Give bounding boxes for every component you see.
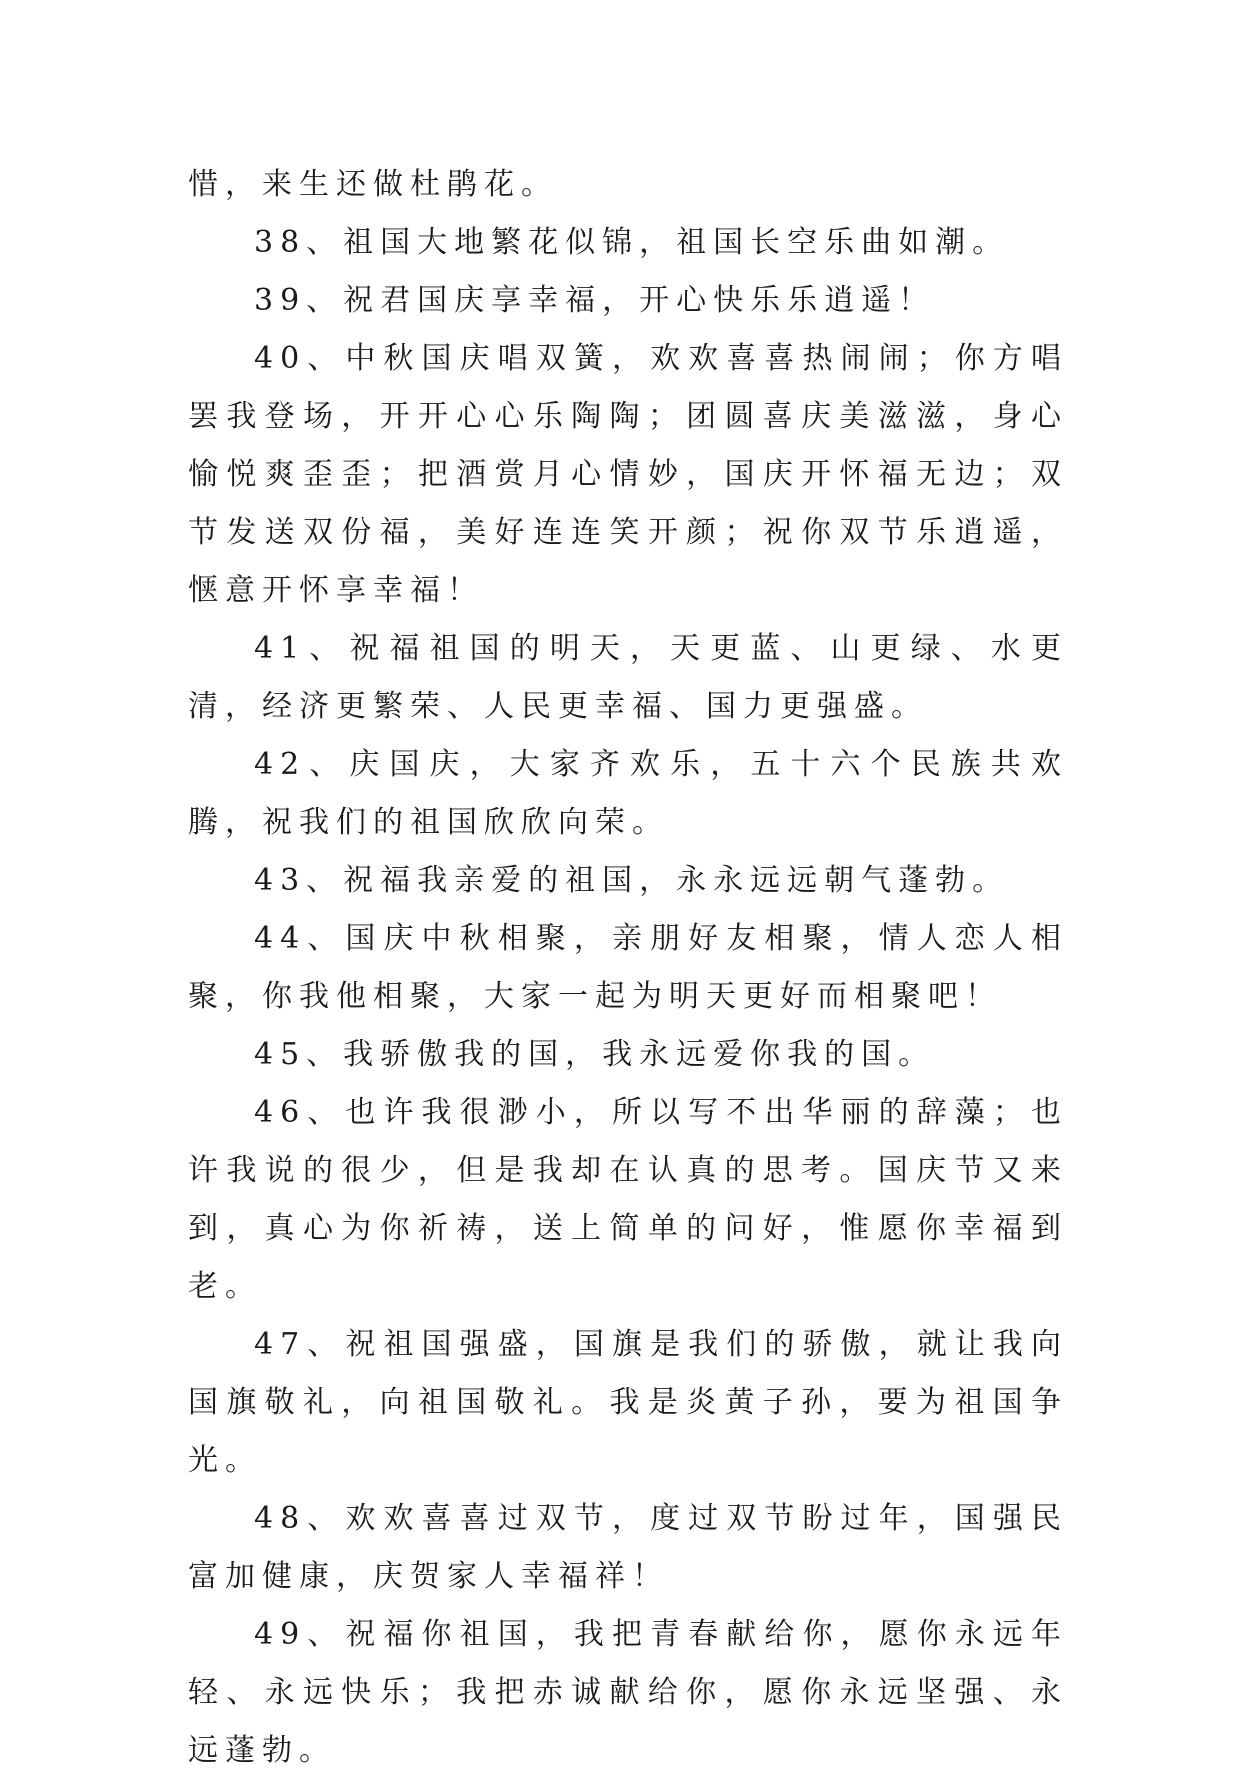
paragraph-40: 40、中秋国庆唱双簧，欢欢喜喜热闹闹；你方唱罢我登场，开开心心乐陶陶；团圆喜庆美滋滋，身心愉悦爽歪歪；把酒赏月心情妙，国庆开怀福无边；双节发送双份福，美好连连笑开颜；祝你双节乐逍遥，惬意开怀享幸福！ [188, 341, 1068, 608]
paragraph-38: 38、祖国大地繁花似锦，祖国长空乐曲如潮。 [254, 225, 1010, 260]
document-body [188, 156, 1068, 1780]
paragraph-49: 49、祝福你祖国，我把青春献给你，愿你永远年轻、永远快乐；我把赤诚献给你，愿你永远坚强、永远蓬勃。 [188, 1617, 1068, 1768]
paragraph-39: 39、祝君国庆享幸福，开心快乐乐逍遥！ [254, 283, 936, 318]
paragraph-41: 41、祝福祖国的明天，天更蓝、山更绿、水更清，经济更繁荣、人民更幸福、国力更强盛。 [188, 631, 1068, 724]
paragraph-42: 42、庆国庆，大家齐欢乐，五十六个民族共欢腾，祝我们的祖国欣欣向荣。 [188, 747, 1068, 840]
paragraph-45: 45、我骄傲我的国，我永远爱你我的国。 [254, 1037, 936, 1072]
paragraph-48: 48、欢欢喜喜过双节，度过双节盼过年，国强民富加健康，庆贺家人幸福祥！ [188, 1501, 1068, 1594]
paragraph-47: 47、祝祖国强盛，国旗是我们的骄傲，就让我向国旗敬礼，向祖国敬礼。我是炎黄子孙，要为祖国争光。 [188, 1327, 1068, 1478]
paragraph-continuation: 惜，来生还做杜鹃花。 [188, 167, 558, 202]
paragraph-43: 43、祝福我亲爱的祖国，永永远远朝气蓬勃。 [254, 863, 1010, 898]
paragraph-46: 46、也许我很渺小，所以写不出华丽的辞藻；也许我说的很少，但是我却在认真的思考。国庆节又来到，真心为你祈祷，送上简单的问好，惟愿你幸福到老。 [188, 1095, 1068, 1304]
paragraph-44: 44、国庆中秋相聚，亲朋好友相聚，情人恋人相聚，你我他相聚，大家一起为明天更好而相聚吧！ [188, 921, 1068, 1014]
